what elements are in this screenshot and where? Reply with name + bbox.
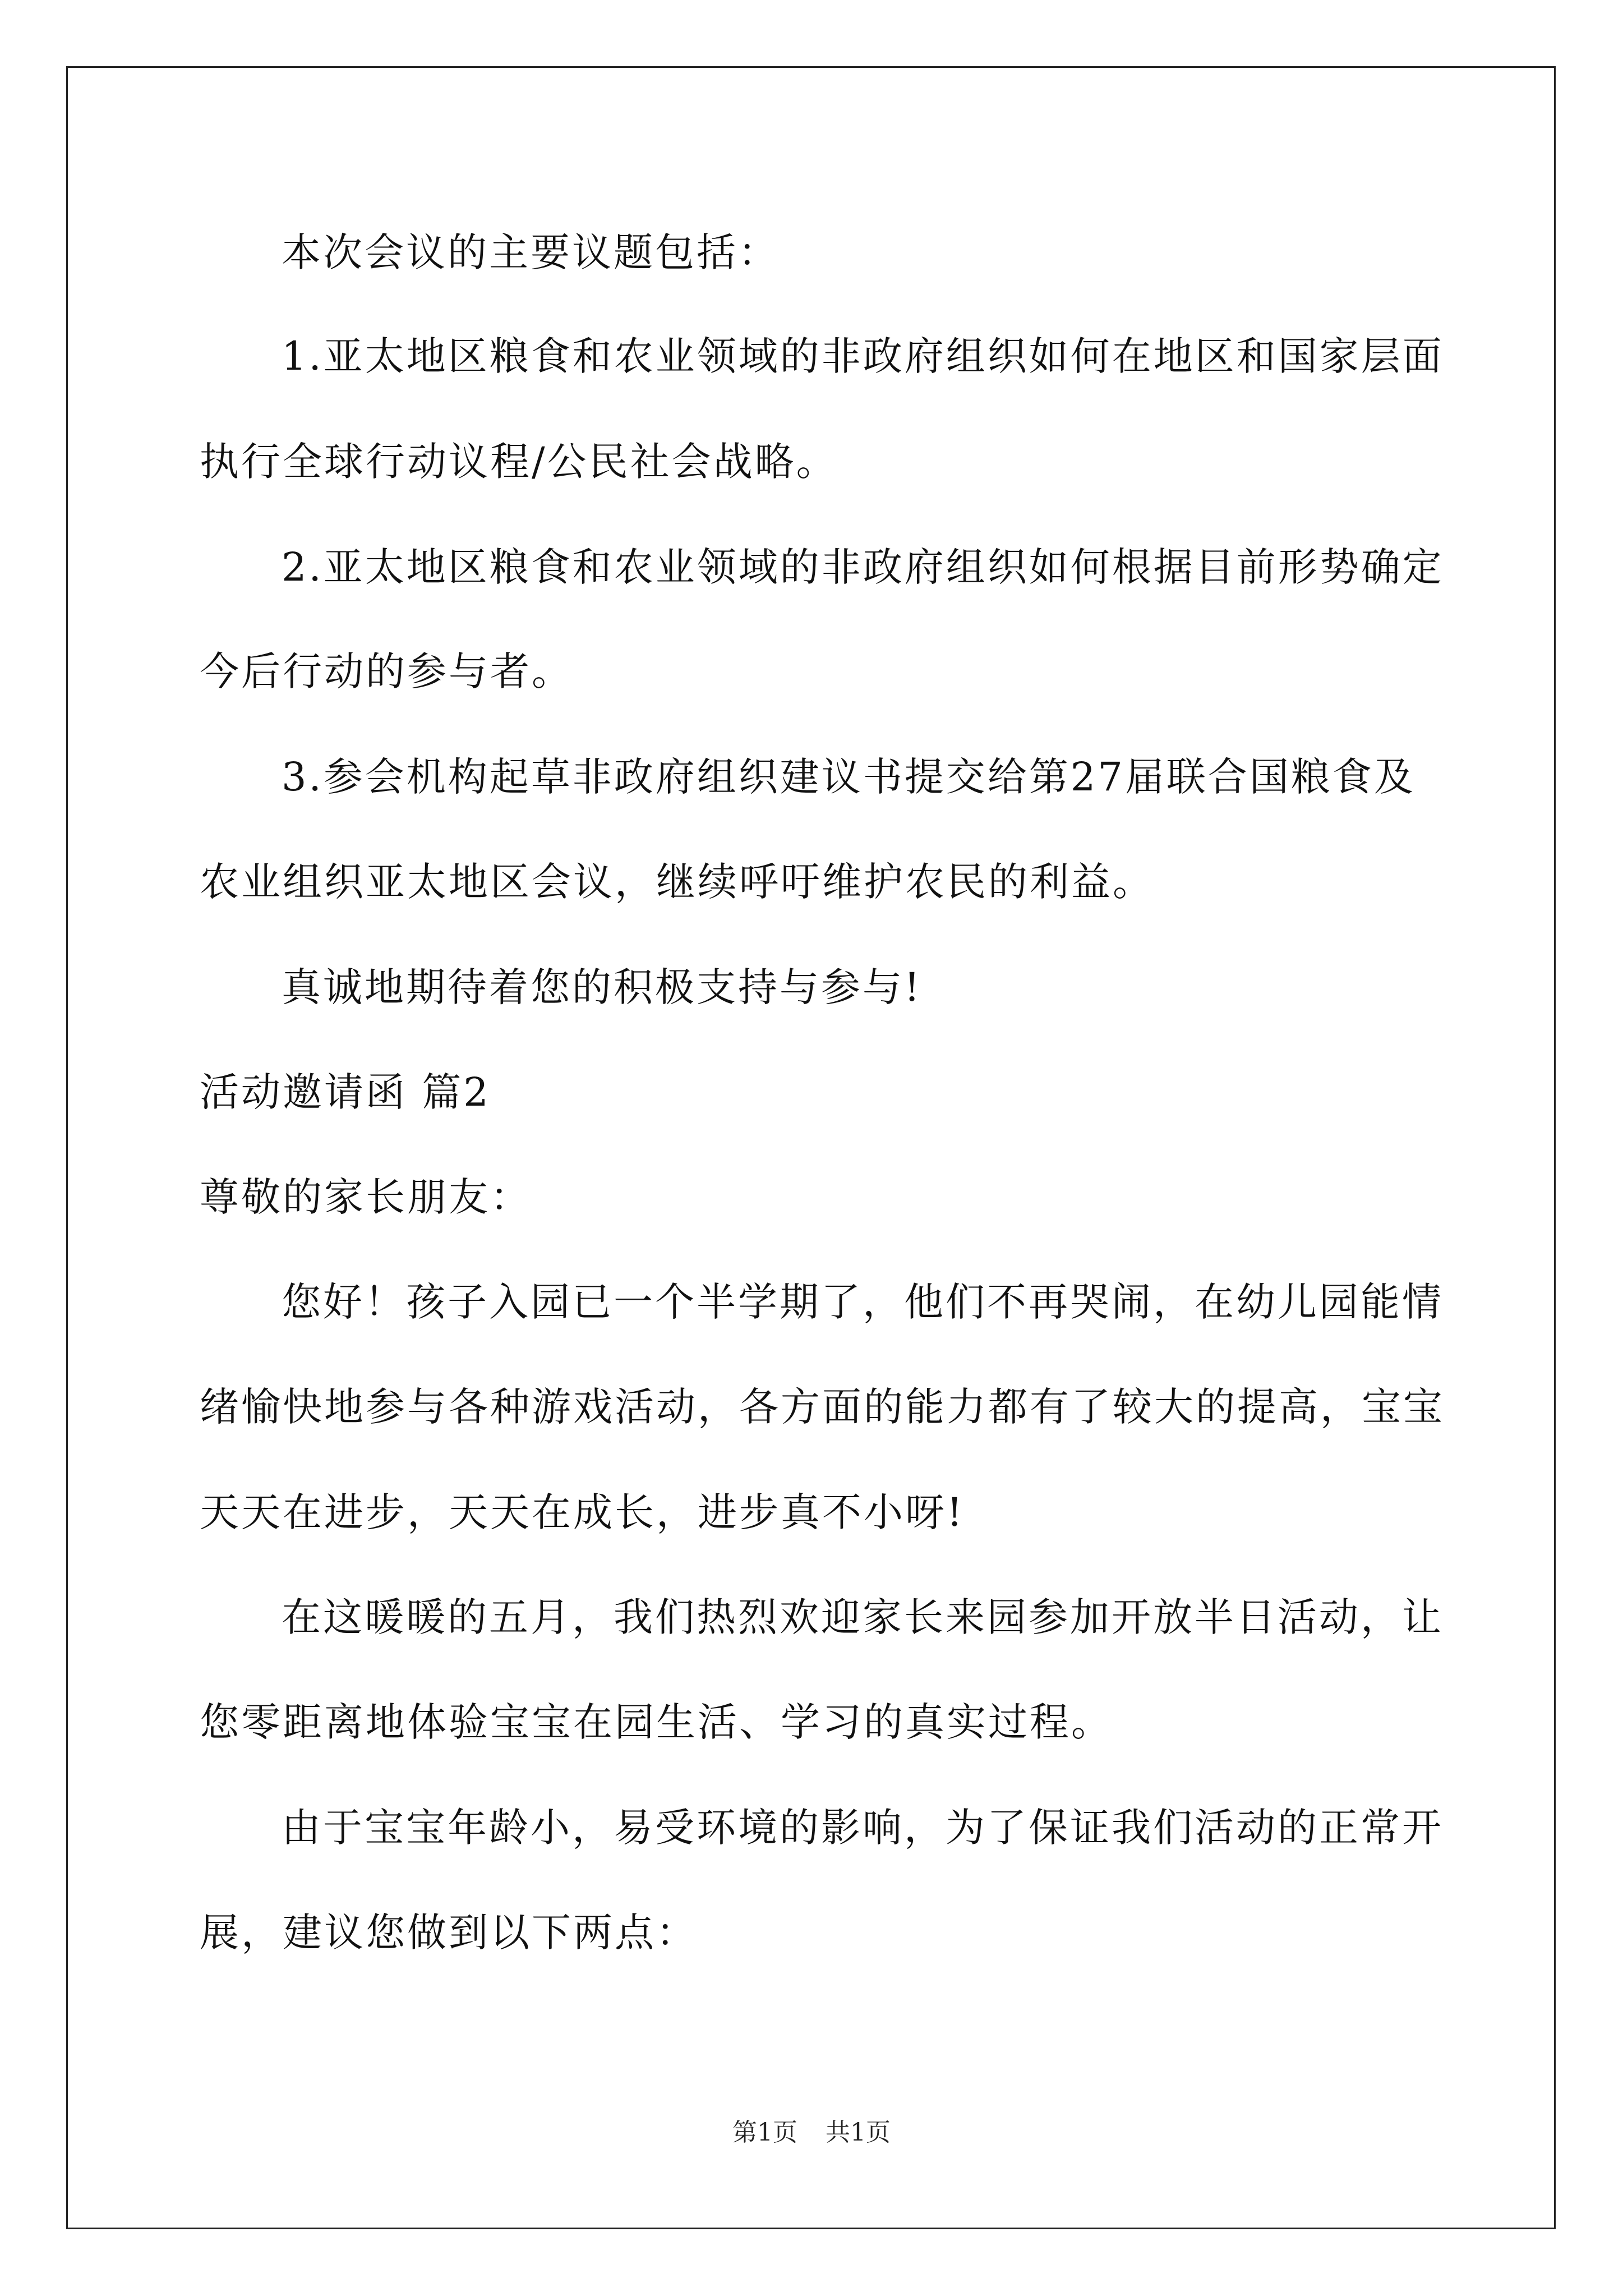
paragraph-line: 展，建议您做到以下两点： [200, 1910, 698, 1955]
section-heading: 活动邀请函 篇2 [200, 1069, 491, 1115]
salutation: 尊敬的家长朋友： [200, 1174, 532, 1220]
paragraph-line: 在这暖暖的五月，我们热烈欢迎家长来园参加开放半日活动，让 [282, 1594, 1444, 1640]
page-border [66, 66, 1556, 2229]
paragraph-line: 您零距离地体验宝宝在园生活、学习的真实过程。 [200, 1699, 1113, 1745]
paragraph-line: 由于宝宝年龄小，易受环境的影响，为了保证我们活动的正常开 [282, 1805, 1444, 1851]
paragraph-line: 本次会议的主要议题包括： [282, 229, 780, 275]
paragraph-line: 执行全球行动议程/公民社会战略。 [200, 439, 838, 485]
page-footer [0, 2116, 1623, 2150]
paragraph-line: 绪愉快地参与各种游戏活动，各方面的能力都有了较大的提高，宝宝 [200, 1384, 1445, 1430]
paragraph-line: 1.亚太地区粮食和农业领域的非政府组织如何在地区和国家层面 [282, 333, 1444, 379]
paragraph-line: 农业组织亚太地区会议，继续呼吁维护农民的利益。 [200, 859, 1154, 905]
paragraph-line: 3.参会机构起草非政府组织建议书提交给第27届联合国粮食及 [282, 754, 1415, 800]
page-number: 第1页 [732, 2118, 797, 2147]
paragraph-line: 今后行动的参与者。 [200, 648, 573, 694]
paragraph-line: 2.亚太地区粮食和农业领域的非政府组织如何根据目前形势确定 [282, 544, 1444, 590]
page-total: 共1页 [826, 2118, 891, 2147]
paragraph-line: 真诚地期待着您的积极支持与参与! [282, 964, 923, 1010]
paragraph-line: 天天在进步，天天在成长，进步真不小呀! [200, 1489, 965, 1535]
paragraph-line: 您好！孩子入园已一个半学期了，他们不再哭闹，在幼儿园能情 [282, 1279, 1444, 1325]
